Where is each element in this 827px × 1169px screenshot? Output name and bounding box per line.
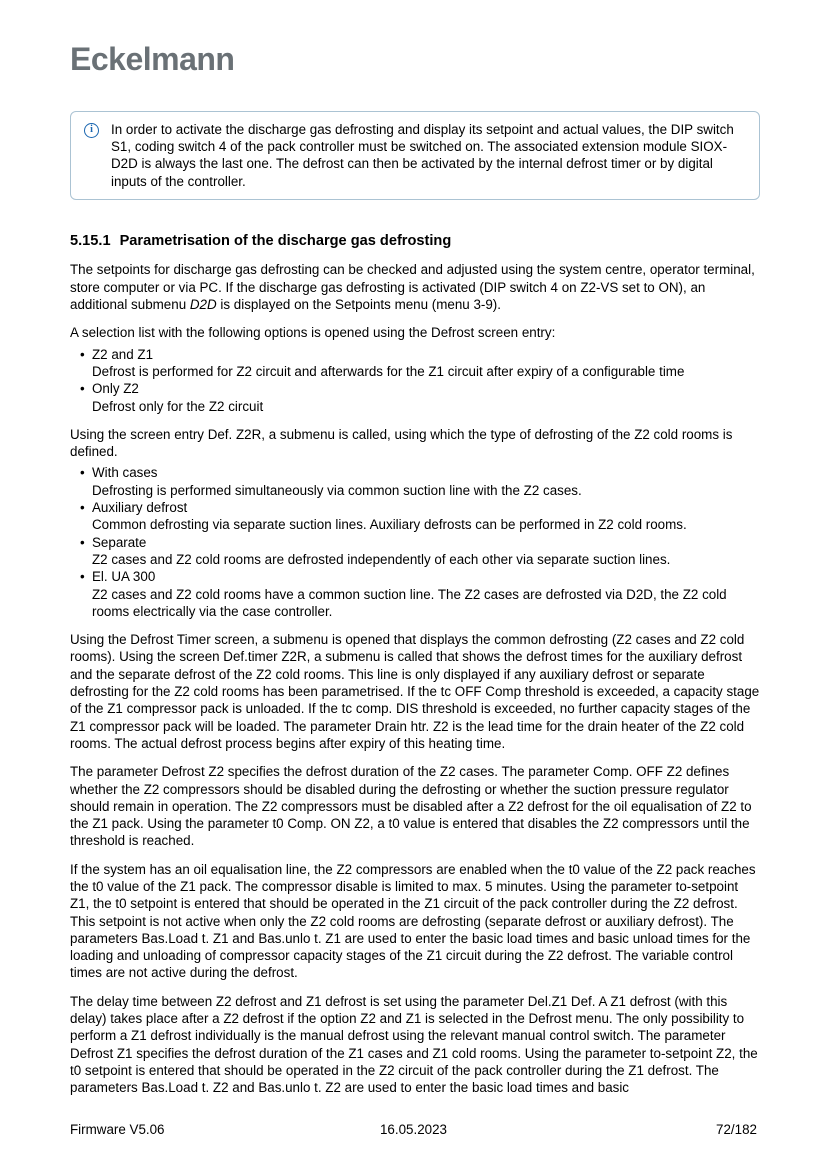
eckelmann-logo: Eckelmann xyxy=(70,41,235,77)
info-icon-glyph: i xyxy=(90,124,93,136)
section-number: 5.15.1 xyxy=(70,232,111,249)
bullet-icon: • xyxy=(80,346,85,362)
footer-date: 16.05.2023 xyxy=(379,1122,448,1137)
list-item-desc: Defrosting is performed simultaneously via common suction line with the Z2 cases. xyxy=(92,482,582,498)
list-item xyxy=(70,568,760,620)
list-item-term: With cases xyxy=(92,465,158,481)
list-item xyxy=(70,534,760,569)
page-footer xyxy=(70,1121,757,1139)
list-item-term: El. UA 300 xyxy=(92,569,156,585)
info-note-box xyxy=(70,111,760,200)
paragraph-defrost-z2: The parameter Defrost Z2 specifies the defrost duration of the Z2 cases. The parameter Comp. OFF Z2 defines whether the Z2 compressors should be disabled during the defrosting or whether the suction pressure regulator should remain in operation. The Z2 compressors must be disabled after a Z2 defrost for the oil equalisation of Z2 to the Z1 pack. Using the parameter t0 Comp. ON Z2, a t0 value is entered that disables the Z2 compressors until the threshold is reached. xyxy=(70,764,752,849)
list-item xyxy=(70,464,760,499)
info-icon xyxy=(84,123,99,138)
note-text: In order to activate the discharge gas defrosting and display its setpoint and actual values, the DIP switch S1, coding switch 4 of the pack controller must be switched on. The associated extension module SIOX-D2D is always the last one. The defrost can then be activated by the internal defrost timer or by digital inputs of the controller. xyxy=(111,121,734,189)
bullet-icon: • xyxy=(80,500,85,516)
list-item-term: Auxiliary defrost xyxy=(92,500,188,516)
intro-text-pre: The setpoints for discharge gas defrosting can be checked and adjusted using the system centre, operator terminal, store computer or via PC. If the discharge gas defrosting is activated (DIP switch 4 on Z2-VS set to ON), an additional submenu xyxy=(70,262,755,313)
list-item xyxy=(70,380,760,415)
list-item xyxy=(70,346,760,381)
intro-text-post: is displayed on the Setpoints menu (menu 3-9). xyxy=(216,297,501,313)
footer-page-number: 72/182 xyxy=(716,1122,757,1137)
bullet-icon: • xyxy=(80,381,85,397)
section-title: Parametrisation of the discharge gas defrosting xyxy=(119,232,452,249)
defrost-types-list xyxy=(70,464,760,620)
list-item-term: Only Z2 xyxy=(92,381,139,397)
paragraph-defrost-timer: Using the Defrost Timer screen, a submenu is opened that displays the common defrosting (Z2 cases and Z2 cold rooms). Using the screen Def.timer Z2R, a submenu is called that shows the defrost times for the auxiliary defrost and the separate defrost of the Z2 cold rooms. This line is only displayed if any auxiliary defrost or separate defrosting for the Z2 cold rooms has been parametrised. If the tc OFF Comp threshold is exceeded, a capacity stage of the Z1 compressor pack is unloaded. If the tc comp. DIS threshold is exceeded, no further capacity stages of the Z1 compressor pack will be loaded. The parameter Drain htr. Z2 is the lead time for the drain heater of the Z2 cold rooms. The actual defrost process begins after expiry of this heating time. xyxy=(70,632,760,751)
footer-firmware-version: Firmware V5.06 xyxy=(70,1122,165,1137)
bullet-icon: • xyxy=(80,465,85,481)
submenu-name: D2D xyxy=(189,297,217,313)
paragraph-intro xyxy=(70,261,760,313)
list-item xyxy=(70,499,760,534)
list-item-term: Separate xyxy=(92,534,147,550)
paragraph-oil-equalisation: If the system has an oil equalisation line, the Z2 compressors are enabled when the t0 value of the Z2 pack reaches the t0 value of the Z1 pack. The compressor disable is limited to max. 5 minutes. Using the parameter to-setpoint Z1, the t0 setpoint is entered that should be operated in the Z1 circuit of the pack controller during the Z2 defrost. This setpoint is not active when only the Z2 cold rooms are defrosting (separate defrost or auxiliary defrost). The parameters Bas.Load t. Z1 and Bas.unlo t. Z1 are used to enter the basic load times and basic unload times for the loading and unloading of compressor capacity stages of the Z1 circuit during the Z2 defrost. The variable control times are not active during the defrost. xyxy=(70,861,756,981)
list-item-term: Z2 and Z1 xyxy=(92,346,154,362)
page-content xyxy=(70,0,760,1097)
bullet-icon: • xyxy=(80,569,85,585)
list-item-desc: Defrost is performed for Z2 circuit and afterwards for the Z1 circuit after expiry of a configurable time xyxy=(92,363,685,379)
list-item-desc: Z2 cases and Z2 cold rooms are defrosted independently of each other via separate suction lines. xyxy=(92,551,671,567)
bullet-icon: • xyxy=(80,534,85,550)
defrost-options-list xyxy=(70,346,760,415)
paragraph-delay-time: The delay time between Z2 defrost and Z1 defrost is set using the parameter Del.Z1 Def. A Z1 defrost (with this delay) takes place after a Z2 defrost if the option Z2 and Z1 is selected in the Defrost menu. The only possibility to perform a Z1 defrost individually is the manual defrost using the relevant manual control switch. The parameter Defrost Z1 specifies the defrost duration of the Z1 cases and Z1 cold rooms. Using the parameter to-setpoint Z2, the t0 setpoint is entered that should be operated in the Z2 circuit of the pack controller during the Z1 defrost. The parameters Bas.Load t. Z2 and Bas.unlo t. Z2 are used to enter the basic load times and basic xyxy=(70,993,758,1096)
section-heading xyxy=(70,233,760,251)
list-item-desc: Z2 cases and Z2 cold rooms have a common suction line. The Z2 cases are defrosted via D2D, the Z2 cold rooms electrically via the case controller. xyxy=(92,586,727,619)
paragraph-selection-list-intro: A selection list with the following options is opened using the Defrost screen entry: xyxy=(70,325,556,341)
list-item-desc: Common defrosting via separate suction lines. Auxiliary defrosts can be performed in Z2 cold rooms. xyxy=(92,517,687,533)
list-item-desc: Defrost only for the Z2 circuit xyxy=(92,398,264,414)
paragraph-def-z2r: Using the screen entry Def. Z2R, a submenu is called, using which the type of defrosting of the Z2 cold rooms is defined. xyxy=(70,426,733,460)
